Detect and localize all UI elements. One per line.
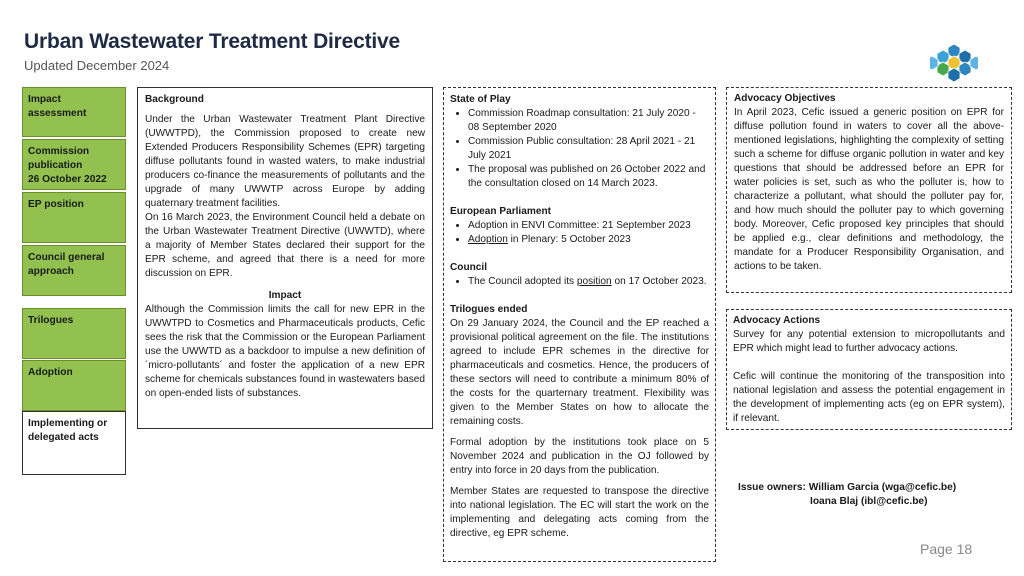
trilogues-heading: Trilogues ended [450,304,528,315]
background-paragraph-2: On 16 March 2023, the Environment Council held a debate on the Urban Wastewater Treatment Directive (UWWTD), where a majority of Member States declared their support for the EPR scheme, and agreed that there is a need for more discussion on EPR. [145,212,425,279]
advocacy-objectives-text: In April 2023, Cefic issued a generic position on EPR for diffuse pollution found in waters to cover all the above-mentioned legislations, highlighting the complexity of setting such a scheme for diffuse organic pollution in water and key questions that should be addressed before an EPR for water policies is set, such as who the polluter is, how to characterize a pollutant, what should the polluter pay for, and how much should the polluter pay to which governing body. Moreover, Cefic proposed key principles that should be applied e.g., clear definitions and methodology, the mandate for a Producer Responsibility Organisation, and actions to be taken. [734,107,1004,272]
timeline-step-impact-assessment: Impact assessment [22,87,126,137]
background-paragraph-1: Under the Urban Wastewater Treatment Plant Directive (UWWTPD), the Commission proposed to create new Extended Producers Responsibility Schemes (EPR) targeting diffuse pollutants found in wasted waters, to make industrial producers co-finance the measurements of pollutants and the upgrade of many UWWTP across Europe by adding quaternary treatment facilities. [145,114,425,209]
list-item: • Commission Public consultation: 28 April 2021 - 21 July 2021 [468,135,709,163]
state-of-play-list [450,107,709,191]
adoption-link[interactable]: Adoption [468,234,508,245]
trilogues-text: On 29 January 2024, the Council and the EP reached a provisional political agreement on the file. The institutions agreed to include EPR schemes in the directive for pharmaceuticals and cosmetics. Hence, the producers of these sectors will need to contribute a minimum 80% of the costs for the quarternary treatment. Flexibility was given to the Member States on how to allocate the remaining costs. [450,318,709,427]
transpose-text: Member States are requested to transpose the directive into national legislation. The EC will start the work on the implementing and delegating acts coming from the directive, eg EPR scheme. [450,486,709,539]
timeline-step-commission-publication: Commission publication 26 October 2022 [22,139,126,190]
advocacy-objectives-heading: Advocacy Objectives [734,93,836,104]
ep-heading: European Parliament [450,206,551,217]
timeline [22,87,128,475]
page-title: Urban Wastewater Treatment Directive [24,30,400,53]
timeline-step-adoption: Adoption [22,360,126,411]
timeline-step-ep-position: EP position [22,192,126,243]
list-item: • The proposal was published on 26 October 2022 and the consultation closed on 14 March 2023. [468,163,709,191]
background-heading: Background [145,94,204,105]
advocacy-objectives-panel [726,87,1012,293]
timeline-step-trilogues: Trilogues [22,308,126,359]
timeline-step-implementing-acts: Implementing or delegated acts [22,411,126,475]
adoption-text: Formal adoption by the institutions took place on 5 November 2024 and publication in the OJ followed by entry into force in 20 days from the publication. [450,437,709,476]
impact-heading: Impact [268,290,302,301]
list-item: • Adoption in ENVI Committee: 21 September 2023 [468,219,709,233]
issue-owners: Issue owners: William Garcia (wga@cefic.be) Ioana Blaj (ibl@cefic.be) [738,482,957,507]
advocacy-actions-panel [726,309,1012,430]
background-panel [137,87,433,429]
state-of-play-heading: State of Play [450,94,511,105]
council-list [450,275,709,289]
list-item: • The Council adopted its position on 17 October 2023. [468,275,709,289]
timeline-step-council-general-approach: Council general approach [22,245,126,296]
ep-list [450,219,709,247]
advocacy-actions-heading: Advocacy Actions [733,315,821,326]
council-heading: Council [450,262,488,273]
list-item: • Adoption in Plenary: 5 October 2023 [468,233,709,247]
cefic-logo-icon [930,42,978,86]
impact-text: Although the Commission limits the call for new EPR in the UWWTPD to Cosmetics and Pharmaceuticals products, Cefic sees the risk that the Commission or the European Parliament use the UWWTD as a backdoor to impulse a new definition of ´micro-pollutants´ and foster the application of a new EPR scheme for chemicals substances found in wastewaters based on open-ended lists of substances. [145,304,425,399]
advocacy-actions-text-2: Cefic will continue the monitoring of the transposition into national legislation and assess the potential engagement in the development of implementing acts (eg on EPR system), if relevant. [733,371,1005,424]
page-number: Page 18 [920,541,973,557]
page-subtitle: Updated December 2024 [24,58,170,73]
state-of-play-panel [443,87,716,562]
position-link[interactable]: position [576,276,612,287]
list-item: • Commission Roadmap consultation: 21 July 2020 - 08 September 2020 [468,107,709,135]
advocacy-actions-text-1: Survey for any potential extension to micropollutants and EPR which might lead to further advocacy actions. [733,329,1005,354]
